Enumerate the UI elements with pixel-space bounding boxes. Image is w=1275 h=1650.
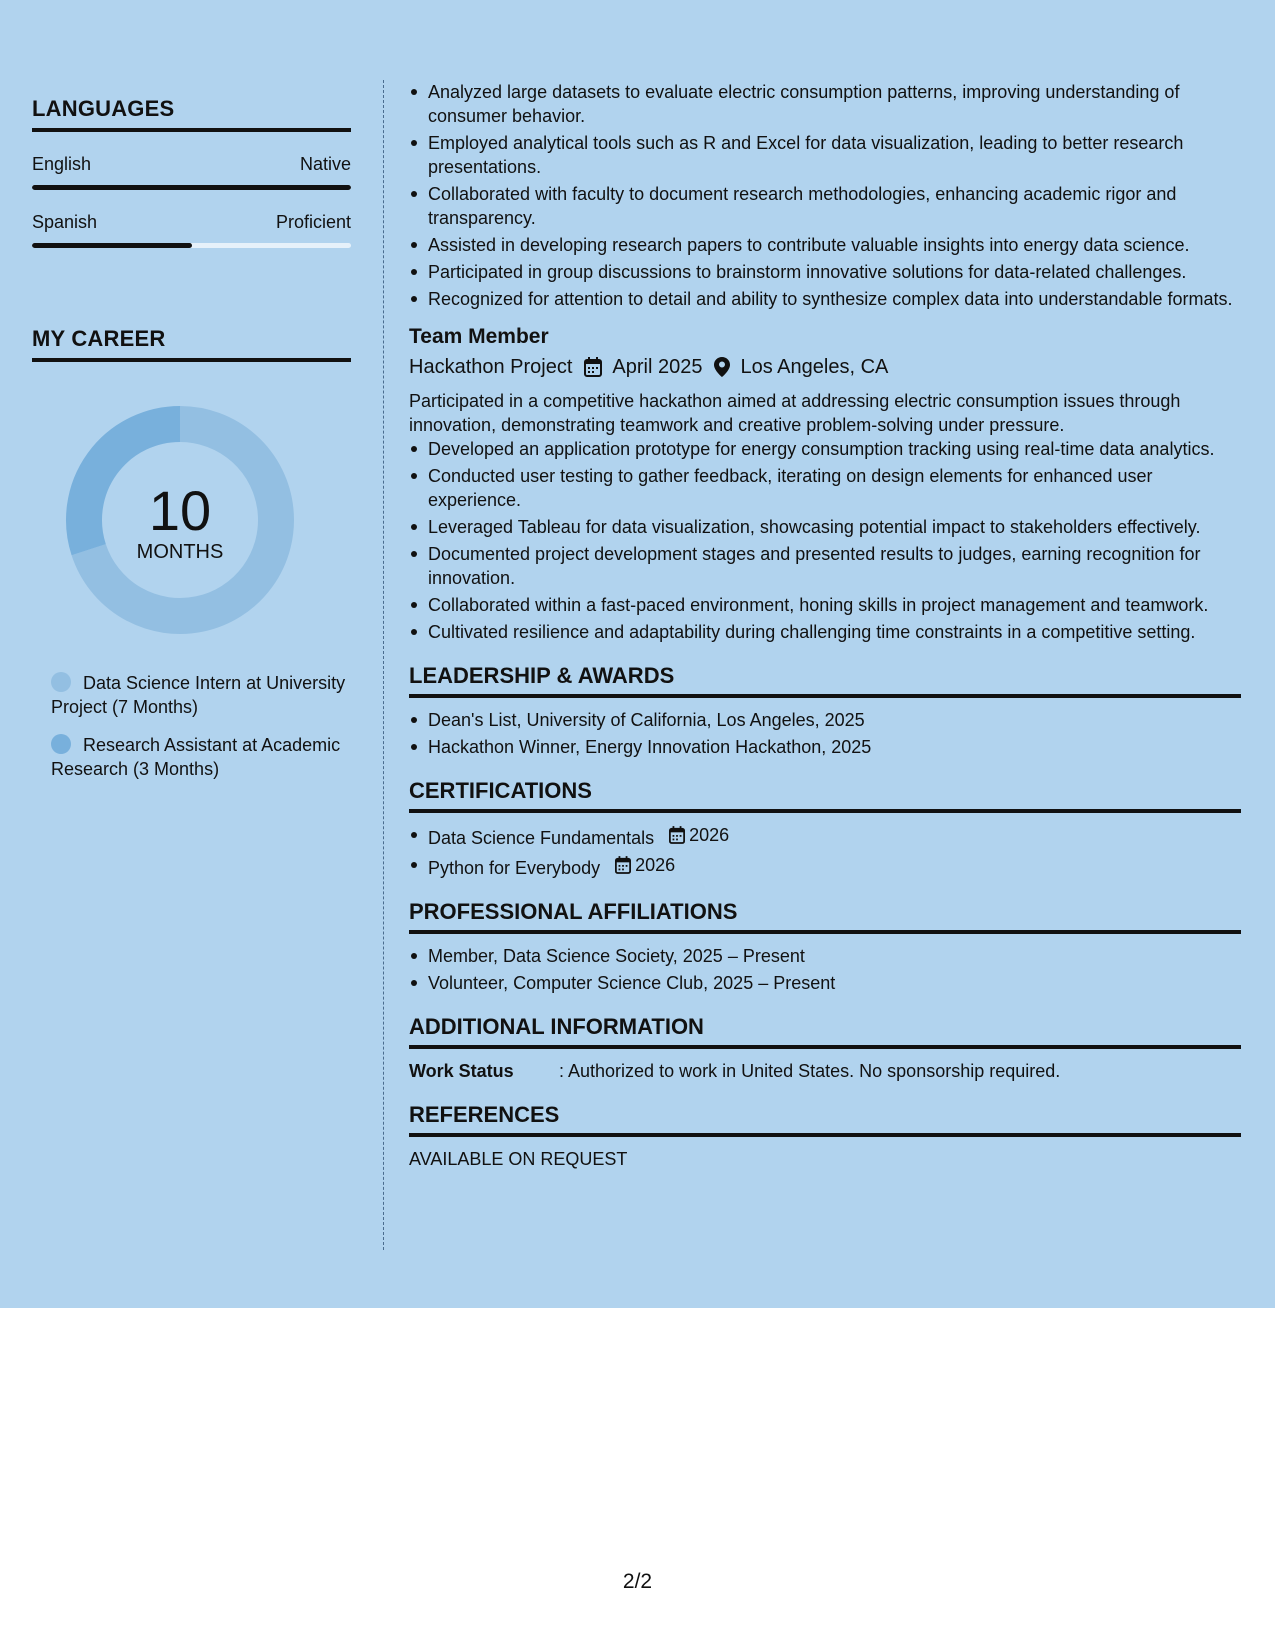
left-column xyxy=(32,96,351,795)
language-item xyxy=(32,154,351,190)
legend-label: Research Assistant at Academic Research (3 Months) xyxy=(51,735,341,779)
job-location: Los Angeles, CA xyxy=(740,356,889,378)
bullet-item: Collaborated within a fast-paced environment, honing skills in project management and teamwork. xyxy=(409,593,1241,617)
job-date: April 2025 xyxy=(612,356,703,378)
language-level-bar xyxy=(32,243,351,248)
language-item xyxy=(32,212,351,248)
bullet-item: Leveraged Tableau for data visualization, showcasing potential impact to stakeholders effectively. xyxy=(409,515,1241,539)
legend-label: Data Science Intern at University Project (7 Months) xyxy=(51,673,346,717)
donut-total-value: 10 xyxy=(148,478,212,542)
bullet-item: Assisted in developing research papers to contribute valuable insights into energy data science. xyxy=(409,233,1241,257)
bullet-item: Participated in group discussions to brainstorm innovative solutions for data-related challenges. xyxy=(409,260,1241,284)
bullet-item: Developed an application prototype for energy consumption tracking using real-time data analytics. xyxy=(409,437,1241,461)
job-title: Team Member xyxy=(409,325,549,348)
bullet-item: Dean's List, University of California, Los Angeles, 2025 xyxy=(409,708,1241,732)
calendar-icon xyxy=(615,856,631,874)
certification-item xyxy=(409,853,1241,880)
donut-total-unit: MONTHS xyxy=(136,540,224,563)
calendar-icon xyxy=(669,826,685,844)
legend-item xyxy=(51,733,351,781)
column-divider xyxy=(383,80,384,1250)
bullet-item: Analyzed large datasets to evaluate electric consumption patterns, improving understanding of consumer behavior. xyxy=(409,80,1241,128)
work-status-label: Work Status xyxy=(409,1061,514,1081)
legend-dot-icon xyxy=(51,672,71,692)
certification-year: 2026 xyxy=(635,855,676,875)
career-title: MY CAREER xyxy=(32,326,351,362)
career-legend xyxy=(32,671,351,781)
language-level-fill xyxy=(32,243,192,248)
language-level: Native xyxy=(299,154,351,174)
work-status-row xyxy=(409,1059,1241,1083)
certification-year: 2026 xyxy=(689,825,730,845)
job-company: Hackathon Project xyxy=(409,356,573,378)
leadership-list xyxy=(409,708,1241,759)
certifications-list xyxy=(409,823,1241,880)
map-pin-icon xyxy=(714,357,730,377)
affiliations-title: PROFESSIONAL AFFILIATIONS xyxy=(409,900,1241,934)
right-column xyxy=(409,80,1241,1171)
affiliations-list xyxy=(409,944,1241,995)
languages-title: LANGUAGES xyxy=(32,96,351,132)
references-title: REFERENCES xyxy=(409,1103,1241,1137)
references-text: AVAILABLE ON REQUEST xyxy=(409,1149,628,1169)
bullet-item: Collaborated with faculty to document research methodologies, enhancing academic rigor and transparency. xyxy=(409,182,1241,230)
bullet-item: Recognized for attention to detail and ability to synthesize complex data into understandable formats. xyxy=(409,287,1241,311)
bullet-item: Member, Data Science Society, 2025 – Present xyxy=(409,944,1241,968)
language-level-bar xyxy=(32,185,351,190)
certification-name: Data Science Fundamentals xyxy=(428,828,655,848)
bullet-item: Volunteer, Computer Science Club, 2025 – Present xyxy=(409,971,1241,995)
job-meta xyxy=(409,353,1241,381)
bullet-item: Conducted user testing to gather feedback, iterating on design elements for enhanced user experience. xyxy=(409,464,1241,512)
bullet-item: Hackathon Winner, Energy Innovation Hackathon, 2025 xyxy=(409,735,1241,759)
certification-name: Python for Everybody xyxy=(428,858,601,878)
certification-item xyxy=(409,823,1241,850)
calendar-icon xyxy=(584,357,602,377)
career-donut-chart xyxy=(65,405,295,635)
job-description: Participated in a competitive hackathon aimed at addressing electric consumption issues through innovation, demonstrating teamwork and creative problem-solving under pressure. xyxy=(409,391,1181,435)
work-status-value: : Authorized to work in United States. No sponsorship required. xyxy=(559,1061,1061,1081)
job-bullets xyxy=(409,437,1241,644)
page-number: 2/2 xyxy=(622,1570,653,1593)
language-level-fill xyxy=(32,185,351,190)
language-level: Proficient xyxy=(275,212,351,232)
language-name: English xyxy=(32,154,92,174)
legend-item xyxy=(51,671,351,719)
certifications-title: CERTIFICATIONS xyxy=(409,779,1241,813)
bullet-item: Cultivated resilience and adaptability during challenging time constraints in a competitive setting. xyxy=(409,620,1241,644)
experience-bullets xyxy=(409,80,1241,311)
legend-dot-icon xyxy=(51,734,71,754)
leadership-title: LEADERSHIP & AWARDS xyxy=(409,664,1241,698)
language-name: Spanish xyxy=(32,212,98,232)
bullet-item: Employed analytical tools such as R and Excel for data visualization, leading to better research presentations. xyxy=(409,131,1241,179)
bullet-item: Documented project development stages and presented results to judges, earning recognition for innovation. xyxy=(409,542,1241,590)
additional-info-title: ADDITIONAL INFORMATION xyxy=(409,1015,1241,1049)
